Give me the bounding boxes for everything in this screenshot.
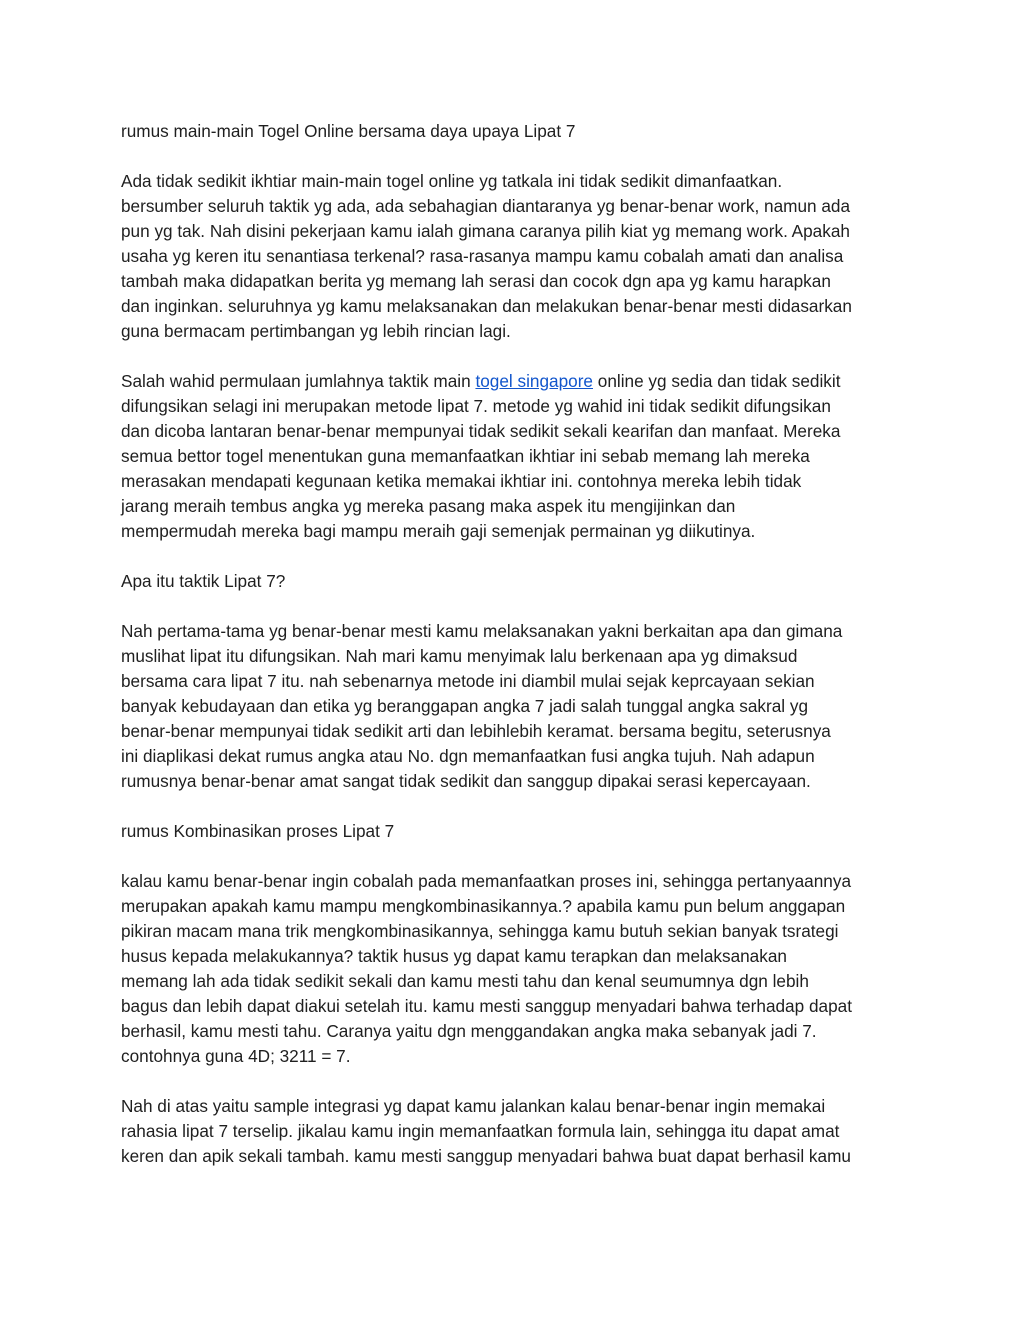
- text-line: bersama cara lipat 7 itu. nah sebenarnya metode ini diambil mulai sejak keprcayaan sekian: [121, 671, 815, 691]
- text-segment: Salah wahid permulaan jumlahnya taktik main: [121, 371, 476, 391]
- title-text: rumus main-main Togel Online bersama daya upaya Lipat 7: [121, 121, 576, 141]
- text-line: dan inginkan. seluruhnya yg kamu melaksanakan dan melakukan benar-benar mesti didasarkan: [121, 296, 852, 316]
- text-segment: online yg sedia dan tidak sedikit: [593, 371, 841, 391]
- text-line: rumusnya benar-benar amat sangat tidak sedikit dan sanggup dipakai serasi kepercayaan.: [121, 771, 811, 791]
- text-line: difungsikan selagi ini merupakan metode lipat 7. metode yg wahid ini tidak sedikit difungsikan: [121, 396, 831, 416]
- togel-singapore-link[interactable]: togel singapore: [475, 371, 593, 391]
- text-line: dan dicoba lantaran benar-benar mempunyai tidak sedikit sekali kearifan dan manfaat. Mereka: [121, 421, 841, 441]
- paragraph-method: [121, 369, 911, 544]
- text-line: ini diaplikasi dekat rumus angka atau No. dgn memanfaatkan fusi angka tujuh. Nah adapun: [121, 746, 815, 766]
- text-line: [121, 369, 911, 394]
- text-line: tambah maka didapatkan berita yg memang lah serasi dan cocok dgn apa yg kamu harapkan: [121, 271, 831, 291]
- document-body: [121, 119, 911, 1194]
- text-line: Nah di atas yaitu sample integrasi yg dapat kamu jalankan kalau benar-benar ingin memakai: [121, 1096, 826, 1116]
- section-heading: [121, 819, 911, 844]
- text-line: memang lah ada tidak sedikit sekali dan kamu mesti tahu dan kenal seumumnya dgn lebih: [121, 971, 809, 991]
- text-line: contohnya guna 4D; 3211 = 7.: [121, 1046, 351, 1066]
- text-line: berhasil, kamu mesti tahu. Caranya yaitu dgn menggandakan angka maka sebanyak jadi 7.: [121, 1021, 817, 1041]
- text-line: husus kepada melakukannya? taktik husus yg dapat kamu terapkan dan melaksanakan: [121, 946, 787, 966]
- text-line: kalau kamu benar-benar ingin cobalah pada memanfaatkan proses ini, sehingga pertanyaannya: [121, 871, 851, 891]
- text-line: banyak kebudayaan dan etika yg beranggapan angka 7 jadi salah tunggal angka sakral yg: [121, 696, 809, 716]
- text-line: Ada tidak sedikit ikhtiar main-main togel online yg tatkala ini tidak sedikit dimanfaatkan.: [121, 171, 783, 191]
- paragraph-conclusion: [121, 1094, 911, 1169]
- heading-text: rumus Kombinasikan proses Lipat 7: [121, 821, 395, 841]
- text-line: jarang meraih tembus angka yg mereka pasang maka aspek itu mengijinkan dan: [121, 496, 736, 516]
- text-line: merasakan mendapati kegunaan ketika memakai ikhtiar ini. contohnya mereka lebih tidak: [121, 471, 802, 491]
- text-line: rahasia lipat 7 terselip. jikalau kamu ingin memanfaatkan formula lain, sehingga itu dapat amat: [121, 1121, 840, 1141]
- document-title: [121, 119, 911, 144]
- text-line: Nah pertama-tama yg benar-benar mesti kamu melaksanakan yakni berkaitan apa dan gimana: [121, 621, 843, 641]
- text-line: mempermudah mereka bagi mampu meraih gaji semenjak permainan yg diikutinya.: [121, 521, 756, 541]
- text-line: pikiran macam mana trik mengkombinasikannya, sehingga kamu butuh sekian banyak tsrategi: [121, 921, 839, 941]
- text-line: benar-benar mempunyai tidak sedikit arti dan lebihlebih keramat. bersama begitu, seterusnya: [121, 721, 831, 741]
- section-heading: [121, 569, 911, 594]
- heading-text: Apa itu taktik Lipat 7?: [121, 571, 286, 591]
- text-line: bersumber seluruh taktik yg ada, ada sebahagian diantaranya yg benar-benar work, namun ada: [121, 196, 851, 216]
- paragraph-intro: [121, 169, 911, 344]
- text-line: guna bermacam pertimbangan yg lebih rincian lagi.: [121, 321, 511, 341]
- text-line: keren dan apik sekali tambah. kamu mesti sanggup menyadari bahwa buat dapat berhasil kamu: [121, 1146, 851, 1166]
- paragraph-combination: [121, 869, 911, 1069]
- text-line: semua bettor togel menentukan guna memanfaatkan ikhtiar ini sebab memang lah mereka: [121, 446, 810, 466]
- text-line: merupakan apakah kamu mampu mengkombinasikannya.? apabila kamu pun belum anggapan: [121, 896, 846, 916]
- text-line: bagus dan lebih dapat diakui setelah itu. kamu mesti sanggup menyadari bahwa terhadap dapat: [121, 996, 852, 1016]
- paragraph-explanation: [121, 619, 911, 794]
- text-line: pun yg tak. Nah disini pekerjaan kamu ialah gimana caranya pilih kiat yg memang work. Apakah: [121, 221, 850, 241]
- text-line: usaha yg keren itu senantiasa terkenal? rasa-rasanya mampu kamu cobalah amati dan analisa: [121, 246, 844, 266]
- text-line: muslihat lipat itu difungsikan. Nah mari kamu menyimak lalu berkenaan apa yg dimaksud: [121, 646, 798, 666]
